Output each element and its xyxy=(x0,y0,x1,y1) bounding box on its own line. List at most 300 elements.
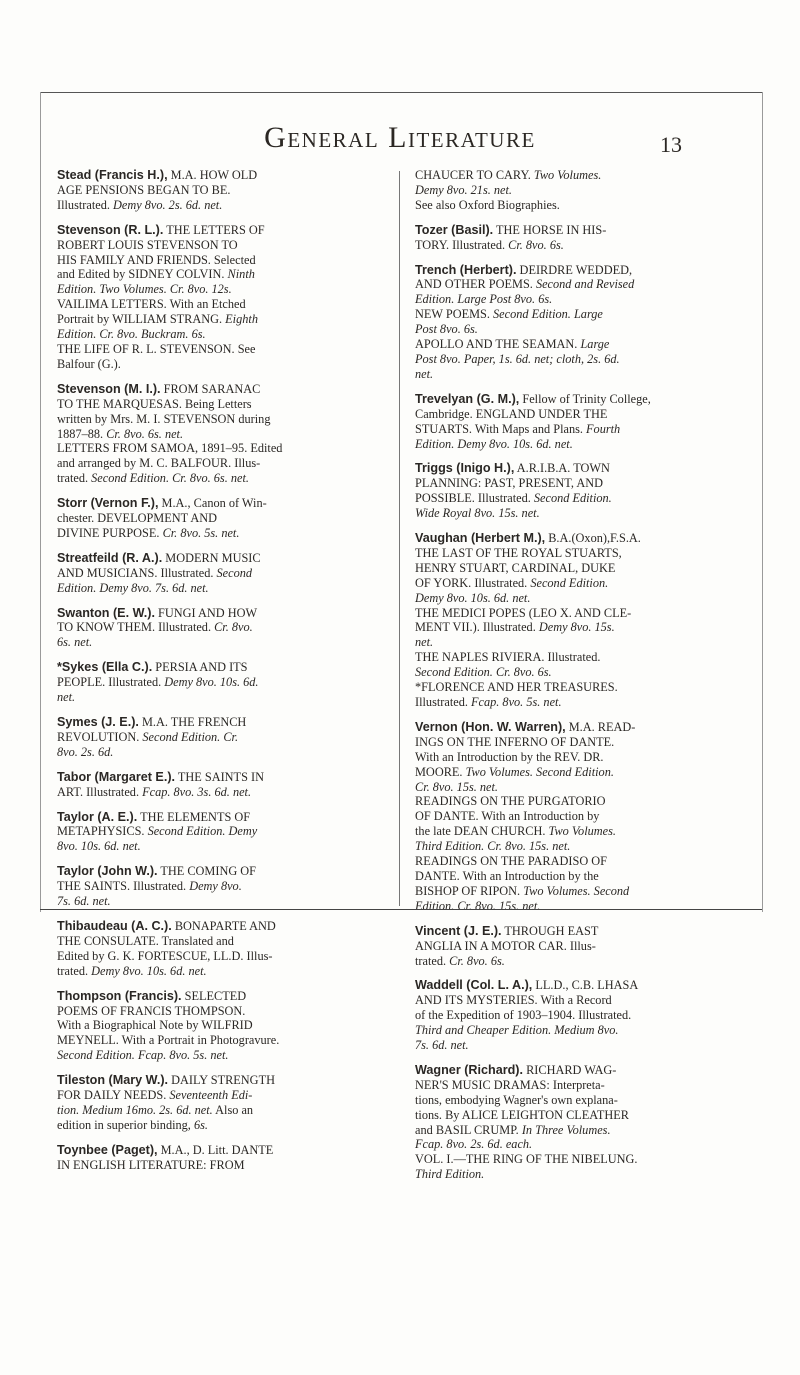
entry-line xyxy=(57,566,365,581)
italic-text: Fourth xyxy=(586,421,621,436)
catalogue-entry xyxy=(57,1073,365,1133)
italic-text: Second Edition. Demy xyxy=(147,824,258,839)
catalogue-entry xyxy=(415,1063,723,1182)
entry-line xyxy=(415,561,723,576)
entry-line xyxy=(415,854,723,869)
entry-text: TO KNOW THEM. Illustrated. xyxy=(57,620,215,635)
italic-text: Two Volumes. Second Edition. xyxy=(465,764,614,779)
entry-line xyxy=(57,1048,365,1063)
italic-text: Two Volumes. xyxy=(533,168,602,182)
right-margin-line xyxy=(762,92,763,912)
entry-line xyxy=(57,342,365,357)
entry-text: With a Biographical Note by WILFRID xyxy=(57,1018,253,1033)
entry-line xyxy=(57,675,365,690)
entry-text: METAPHYSICS. xyxy=(57,824,148,839)
italic-text: Third Edition. Cr. 8vo. 15s. net. xyxy=(415,839,571,854)
catalogue-entry xyxy=(415,168,723,213)
entry-text: chester. DEVELOPMENT AND xyxy=(57,511,217,526)
entry-line xyxy=(57,879,365,894)
entry-line xyxy=(57,168,365,183)
entry-text: THE SAINTS. Illustrated. xyxy=(57,879,190,894)
catalogue-entry xyxy=(415,924,723,969)
author-name: Triggs (Inigo H.), xyxy=(415,461,515,476)
catalogue-entry xyxy=(415,392,723,452)
italic-text: Seventeenth Edi- xyxy=(169,1088,253,1103)
entry-line xyxy=(415,1008,723,1023)
entry-text: THE NAPLES RIVIERA. Illustrated. xyxy=(415,650,601,665)
entry-text: edition in superior binding, xyxy=(57,1117,194,1132)
entry-line xyxy=(57,427,365,442)
author-name: Wagner (Richard). xyxy=(415,1062,523,1077)
entry-line xyxy=(57,382,365,397)
bottom-rule xyxy=(40,909,762,910)
entry-line xyxy=(415,1167,723,1182)
entry-text: Balfour (G.). xyxy=(57,356,121,371)
italic-text: 6s. net. xyxy=(57,635,93,650)
italic-text: Edition. Two Volumes. Cr. 8vo. 12s. xyxy=(57,282,232,297)
entry-line xyxy=(57,919,365,934)
entry-text: THE SAINTS IN xyxy=(175,769,264,784)
italic-text: 8vo. 2s. 6d. xyxy=(57,744,114,759)
entry-line xyxy=(415,1038,723,1053)
entry-text: DEIRDRE WEDDED, xyxy=(516,262,633,277)
italic-text: Cr. 8vo. xyxy=(214,620,253,635)
entry-line xyxy=(57,770,365,785)
entry-line xyxy=(57,1073,365,1088)
entry-text: Fellow of Trinity College, xyxy=(519,391,651,406)
entry-line xyxy=(57,785,365,800)
entry-line xyxy=(415,198,723,213)
entry-line xyxy=(415,168,723,183)
entry-line xyxy=(57,730,365,745)
italic-text: net. xyxy=(57,690,76,705)
entry-line xyxy=(415,884,723,899)
entry-text: SELECTED xyxy=(181,988,247,1003)
italic-text: Demy 8vo. 10s. 6d. net. xyxy=(415,590,531,605)
entry-text: *FLORENCE AND HER TREASURES. xyxy=(415,680,618,695)
italic-text: Second xyxy=(216,565,253,580)
right-column xyxy=(415,168,723,1192)
top-rule xyxy=(40,92,762,93)
entry-text: APOLLO AND THE SEAMAN. xyxy=(415,337,581,352)
italic-text: Second Edition. Cr. 8vo. 6s. xyxy=(415,665,552,680)
italic-text: Two Volumes. Second xyxy=(523,883,630,898)
catalogue-entry xyxy=(57,810,365,855)
entry-line xyxy=(57,620,365,635)
entry-text: MEYNELL. With a Portrait in Photogravure. xyxy=(57,1033,280,1048)
italic-text: Edition. Demy 8vo. 7s. 6d. net. xyxy=(57,580,209,595)
italic-text: Demy 8vo. 10s. 6d. xyxy=(164,675,259,690)
entry-line xyxy=(57,660,365,675)
entry-line xyxy=(415,277,723,292)
catalogue-entry xyxy=(57,1143,365,1173)
author-name: Streatfeild (R. A.). xyxy=(57,550,163,565)
entry-text: AND MUSICIANS. Illustrated. xyxy=(57,565,217,580)
entry-line xyxy=(415,720,723,735)
entry-line xyxy=(57,551,365,566)
entry-line xyxy=(415,978,723,993)
entry-line xyxy=(415,1078,723,1093)
author-name: Taylor (John W.). xyxy=(57,864,158,879)
entry-text: HIS FAMILY AND FRIENDS. Selected xyxy=(57,252,256,267)
italic-text: Ninth xyxy=(227,267,255,282)
entry-line xyxy=(415,924,723,939)
author-name: Taylor (A. E.). xyxy=(57,809,138,824)
italic-text: Edition. Cr. 8vo. 15s. net. xyxy=(415,898,541,913)
entry-text: See also Oxford Biographies. xyxy=(415,197,560,212)
entry-line xyxy=(415,263,723,278)
entry-text: MENT VII.). Illustrated. xyxy=(415,620,539,635)
italic-text: Eighth xyxy=(225,312,258,327)
entry-text: POSSIBLE. Illustrated. xyxy=(415,491,534,506)
entry-line xyxy=(57,357,365,372)
entry-text: TORY. Illustrated. xyxy=(415,237,509,252)
entry-line xyxy=(57,327,365,342)
entry-text: OF DANTE. With an Introduction by xyxy=(415,809,600,824)
entry-text: tions. By ALICE LEIGHTON CLEATHER xyxy=(415,1107,629,1122)
italic-text: Fcap. 8vo. 3s. 6d. net. xyxy=(142,784,252,799)
entry-line xyxy=(57,412,365,427)
catalogue-entry xyxy=(57,223,365,372)
entry-text: VAILIMA LETTERS. With an Etched xyxy=(57,297,246,312)
author-name: Trevelyan (G. M.), xyxy=(415,391,520,406)
entry-text: ROBERT LOUIS STEVENSON TO xyxy=(57,237,238,252)
entry-line xyxy=(57,824,365,839)
entry-text: AND ITS MYSTERIES. With a Record xyxy=(415,993,612,1008)
entry-text: RICHARD WAG- xyxy=(523,1062,617,1077)
entry-text: M.A., Canon of Win- xyxy=(158,496,267,511)
author-name: Swanton (E. W.). xyxy=(57,605,155,620)
entry-text: NEW POEMS. xyxy=(415,307,494,322)
author-name: Vernon (Hon. W. Warren), xyxy=(415,719,566,734)
author-name: *Sykes (Ella C.). xyxy=(57,660,153,675)
entry-line xyxy=(415,422,723,437)
author-name: Symes (J. E.). xyxy=(57,715,139,729)
italic-text: Second Edition. xyxy=(533,491,612,506)
entry-text: LL.D., C.B. LHASA xyxy=(532,978,639,993)
entry-line xyxy=(57,1158,365,1173)
catalogue-entry xyxy=(57,770,365,800)
entry-text: REVOLUTION. xyxy=(57,729,143,744)
author-name: Tabor (Margaret E.). xyxy=(57,769,176,784)
entry-text: ANGLIA IN A MOTOR CAR. Illus- xyxy=(415,938,596,953)
left-column xyxy=(57,168,365,1183)
entry-text: THE LAST OF THE ROYAL STUARTS, xyxy=(415,545,622,560)
entry-line xyxy=(57,441,365,456)
entry-line xyxy=(57,690,365,705)
entry-line xyxy=(415,1023,723,1038)
author-name: Vincent (J. E.). xyxy=(415,923,502,938)
entry-text: Also an xyxy=(212,1102,254,1117)
entry-line xyxy=(415,531,723,546)
entry-line xyxy=(415,307,723,322)
entry-line xyxy=(57,635,365,650)
entry-text: AND OTHER POEMS. xyxy=(415,277,536,292)
author-name: Waddell (Col. L. A.), xyxy=(415,978,533,993)
entry-line xyxy=(57,456,365,471)
entry-line xyxy=(57,1004,365,1019)
author-name: Stevenson (R. L.). xyxy=(57,222,164,237)
italic-text: 8vo. 10s. 6d. net. xyxy=(57,839,141,854)
entry-line xyxy=(57,1033,365,1048)
entry-line xyxy=(57,1088,365,1103)
entry-line xyxy=(415,606,723,621)
entry-line xyxy=(415,794,723,809)
entry-text: THE LETTERS OF xyxy=(163,222,265,237)
entry-text: FOR DAILY NEEDS. xyxy=(57,1088,170,1103)
entry-text: Illustrated. xyxy=(57,197,114,212)
entry-line xyxy=(57,223,365,238)
entry-line xyxy=(415,1093,723,1108)
running-header: General Literature xyxy=(264,121,536,154)
entry-text: THE COMING OF xyxy=(157,864,257,879)
entry-text: THROUGH EAST xyxy=(501,923,599,938)
catalogue-entry xyxy=(415,263,723,382)
entry-text: Illustrated. xyxy=(415,695,472,709)
italic-text: Second Edition. xyxy=(530,575,609,590)
author-name: Storr (Vernon F.), xyxy=(57,496,159,511)
catalogue-entry xyxy=(57,864,365,909)
entry-line xyxy=(415,1063,723,1078)
entry-line xyxy=(57,839,365,854)
italic-text: Demy 8vo. 15s. xyxy=(538,620,615,635)
entry-line xyxy=(415,1137,723,1152)
entry-text: M.A., D. Litt. DANTE xyxy=(157,1142,274,1157)
entry-text: B.A.(Oxon),F.S.A. xyxy=(545,531,641,546)
italic-text: In Three Volumes. xyxy=(521,1122,611,1137)
italic-text: Second Edition. Cr. 8vo. 6s. net. xyxy=(91,471,249,486)
entry-line xyxy=(415,1108,723,1123)
italic-text: Third Edition. xyxy=(415,1167,485,1182)
entry-line xyxy=(415,322,723,337)
italic-text: Demy 8vo. 21s. net. xyxy=(415,182,512,197)
entry-text: FUNGI AND HOW xyxy=(154,605,258,620)
italic-text: Two Volumes. xyxy=(548,824,616,839)
entry-text: AGE PENSIONS BEGAN TO BE. xyxy=(57,182,231,197)
entry-line xyxy=(415,765,723,780)
entry-text: of the Expedition of 1903–1904. Illustrated. xyxy=(415,1008,632,1023)
catalogue-entry xyxy=(57,989,365,1064)
catalogue-entry xyxy=(57,919,365,979)
author-name: Thibaudeau (A. C.). xyxy=(57,918,172,933)
italic-text: Edition. Cr. 8vo. Buckram. 6s. xyxy=(57,327,206,342)
author-name: Thompson (Francis). xyxy=(57,988,182,1003)
entry-line xyxy=(415,183,723,198)
italic-text: Second and Revised xyxy=(535,277,635,292)
entry-line xyxy=(415,546,723,561)
entry-line xyxy=(57,1018,365,1033)
entry-line xyxy=(57,1118,365,1133)
entry-line xyxy=(415,750,723,765)
author-name: Trench (Herbert). xyxy=(415,262,517,277)
author-name: Tileston (Mary W.). xyxy=(57,1073,169,1088)
entry-line xyxy=(415,680,723,695)
italic-text: Second Edition. Large xyxy=(493,307,603,322)
entry-line xyxy=(415,461,723,476)
entry-text: DAILY STRENGTH xyxy=(168,1073,275,1088)
entry-text: IN ENGLISH LITERATURE: FROM xyxy=(57,1157,245,1172)
italic-text: Post 8vo. Paper, 1s. 6d. net; cloth, 2s. 6d. xyxy=(415,351,620,366)
entry-text: READINGS ON THE PURGATORIO xyxy=(415,794,606,809)
entry-text: POEMS OF FRANCIS THOMPSON. xyxy=(57,1003,246,1018)
entry-line xyxy=(57,606,365,621)
entry-text: DIVINE PURPOSE. xyxy=(57,525,163,540)
catalogue-entry xyxy=(415,720,723,914)
italic-text: Post 8vo. 6s. xyxy=(415,322,478,337)
catalogue-entry xyxy=(415,978,723,1053)
entry-text: With an Introduction by the REV. DR. xyxy=(415,749,604,764)
entry-text: INGS ON THE INFERNO OF DANTE. xyxy=(415,734,615,749)
entry-line xyxy=(415,437,723,452)
entry-line xyxy=(57,238,365,253)
author-name: Stevenson (M. I.). xyxy=(57,381,161,396)
entry-line xyxy=(415,899,723,914)
italic-text: Cr. 8vo. 6s. net. xyxy=(106,426,184,441)
entry-text: LETTERS FROM SAMOA, 1891–95. Edited xyxy=(57,441,283,456)
entry-line xyxy=(415,780,723,795)
entry-text: trated. xyxy=(57,471,92,486)
entry-line xyxy=(415,650,723,665)
entry-line xyxy=(415,635,723,650)
entry-line xyxy=(57,397,365,412)
entry-text: written by Mrs. M. I. STEVENSON during xyxy=(57,411,271,426)
entry-line xyxy=(415,993,723,1008)
entry-text: MOORE. xyxy=(415,764,466,779)
entry-text: CHAUCER TO CARY. xyxy=(415,168,534,182)
entry-line xyxy=(415,223,723,238)
entry-text: HENRY STUART, CARDINAL, DUKE xyxy=(415,560,616,575)
italic-text: 6s. xyxy=(193,1117,208,1132)
entry-line xyxy=(415,476,723,491)
entry-line xyxy=(415,939,723,954)
entry-line xyxy=(57,526,365,541)
entry-line xyxy=(415,1123,723,1138)
author-name: Toynbee (Paget), xyxy=(57,1142,158,1157)
entry-line xyxy=(57,964,365,979)
entry-line xyxy=(415,665,723,680)
catalogue-entry xyxy=(57,551,365,596)
entry-line xyxy=(57,810,365,825)
entry-text: BONAPARTE AND xyxy=(171,918,276,933)
entry-line xyxy=(415,506,723,521)
italic-text: Second Edition. Cr. xyxy=(142,729,239,744)
entry-text: trated. xyxy=(415,953,450,968)
catalogue-entry xyxy=(57,168,365,213)
entry-text: Edited by G. K. FORTESCUE, LL.D. Illus- xyxy=(57,948,273,963)
entry-text: ART. Illustrated. xyxy=(57,784,143,799)
entry-line xyxy=(415,407,723,422)
entry-text: OF YORK. Illustrated. xyxy=(415,575,531,590)
entry-line xyxy=(57,282,365,297)
italic-text: Edition. Large Post 8vo. 6s. xyxy=(415,292,553,307)
entry-text: trated. xyxy=(57,963,92,978)
entry-line xyxy=(57,1103,365,1118)
left-margin-line xyxy=(40,92,41,912)
italic-text: Cr. 8vo. 6s. xyxy=(508,237,564,252)
entry-line xyxy=(415,292,723,307)
entry-line xyxy=(57,253,365,268)
entry-line xyxy=(415,491,723,506)
italic-text: Demy 8vo. xyxy=(189,879,242,894)
entry-line xyxy=(57,581,365,596)
entry-line xyxy=(415,238,723,253)
entry-line xyxy=(57,297,365,312)
italic-text: Cr. 8vo. 6s. xyxy=(449,953,505,968)
italic-text: Edition. Demy 8vo. 10s. 6d. net. xyxy=(415,436,573,451)
italic-text: Cr. 8vo. 15s. net. xyxy=(415,779,499,794)
entry-text: NER'S MUSIC DRAMAS: Interpreta- xyxy=(415,1077,605,1092)
catalogue-entry xyxy=(57,660,365,705)
catalogue-entry xyxy=(415,223,723,253)
italic-text: Demy 8vo. 2s. 6d. net. xyxy=(113,197,223,212)
entry-line xyxy=(57,745,365,760)
entry-line xyxy=(57,183,365,198)
entry-text: tions, embodying Wagner's own explana- xyxy=(415,1092,618,1107)
catalogue-entry xyxy=(57,382,365,486)
entry-line xyxy=(57,267,365,282)
italic-text: Demy 8vo. 10s. 6d. net. xyxy=(91,963,207,978)
catalogue-entry xyxy=(415,531,723,710)
entry-line xyxy=(415,735,723,750)
author-name: Stead (Francis H.), xyxy=(57,168,168,182)
entry-text: Cambridge. ENGLAND UNDER THE xyxy=(415,406,608,421)
italic-text: net. xyxy=(415,366,434,381)
entry-line xyxy=(415,1152,723,1167)
entry-text: M.A. HOW OLD xyxy=(167,168,258,182)
entry-text: THE ELEMENTS OF xyxy=(137,809,251,824)
entry-line xyxy=(415,337,723,352)
entry-line xyxy=(415,954,723,969)
entry-line xyxy=(57,198,365,213)
italic-text: 7s. 6d. net. xyxy=(57,894,111,909)
entry-text: and arranged by M. C. BALFOUR. Illus- xyxy=(57,456,261,471)
entry-line xyxy=(415,824,723,839)
italic-text: Fcap. 8vo. 2s. 6d. each. xyxy=(415,1137,533,1152)
catalogue-entry xyxy=(57,606,365,651)
author-name: Tozer (Basil). xyxy=(415,222,494,237)
entry-text: and Edited by SIDNEY COLVIN. xyxy=(57,267,228,282)
entry-line xyxy=(415,839,723,854)
italic-text: Cr. 8vo. 5s. net. xyxy=(162,525,240,540)
entry-text: the late DEAN CHURCH. xyxy=(415,824,549,839)
entry-line xyxy=(57,864,365,879)
entry-text: DANTE. With an Introduction by the xyxy=(415,868,599,883)
entry-text: THE MEDICI POPES (LEO X. AND CLE- xyxy=(415,605,632,620)
entry-text: PERSIA AND ITS xyxy=(152,660,248,675)
entry-line xyxy=(57,471,365,486)
italic-text: Second Edition. Fcap. 8vo. 5s. net. xyxy=(57,1048,229,1063)
entry-line xyxy=(57,496,365,511)
entry-line xyxy=(415,352,723,367)
catalogue-entry xyxy=(415,461,723,521)
entry-line xyxy=(57,312,365,327)
entry-text: and BASIL CRUMP. xyxy=(415,1122,522,1137)
entry-line xyxy=(415,869,723,884)
entry-line xyxy=(57,934,365,949)
entry-line xyxy=(57,715,365,730)
italic-text: tion. Medium 16mo. 2s. 6d. net. xyxy=(57,1102,213,1117)
entry-text: PLANNING: PAST, PRESENT, AND xyxy=(415,476,604,491)
italic-text: Fcap. 8vo. 5s. net. xyxy=(471,695,562,709)
italic-text: net. xyxy=(415,635,434,650)
italic-text: Wide Royal 8vo. 15s. net. xyxy=(415,506,540,521)
italic-text: Large xyxy=(580,337,610,352)
entry-line xyxy=(57,989,365,1004)
entry-text: M.A. READ- xyxy=(565,719,636,734)
entry-text: PEOPLE. Illustrated. xyxy=(57,675,165,690)
column-divider xyxy=(399,171,400,906)
entry-text: BISHOP OF RIPON. xyxy=(415,883,524,898)
